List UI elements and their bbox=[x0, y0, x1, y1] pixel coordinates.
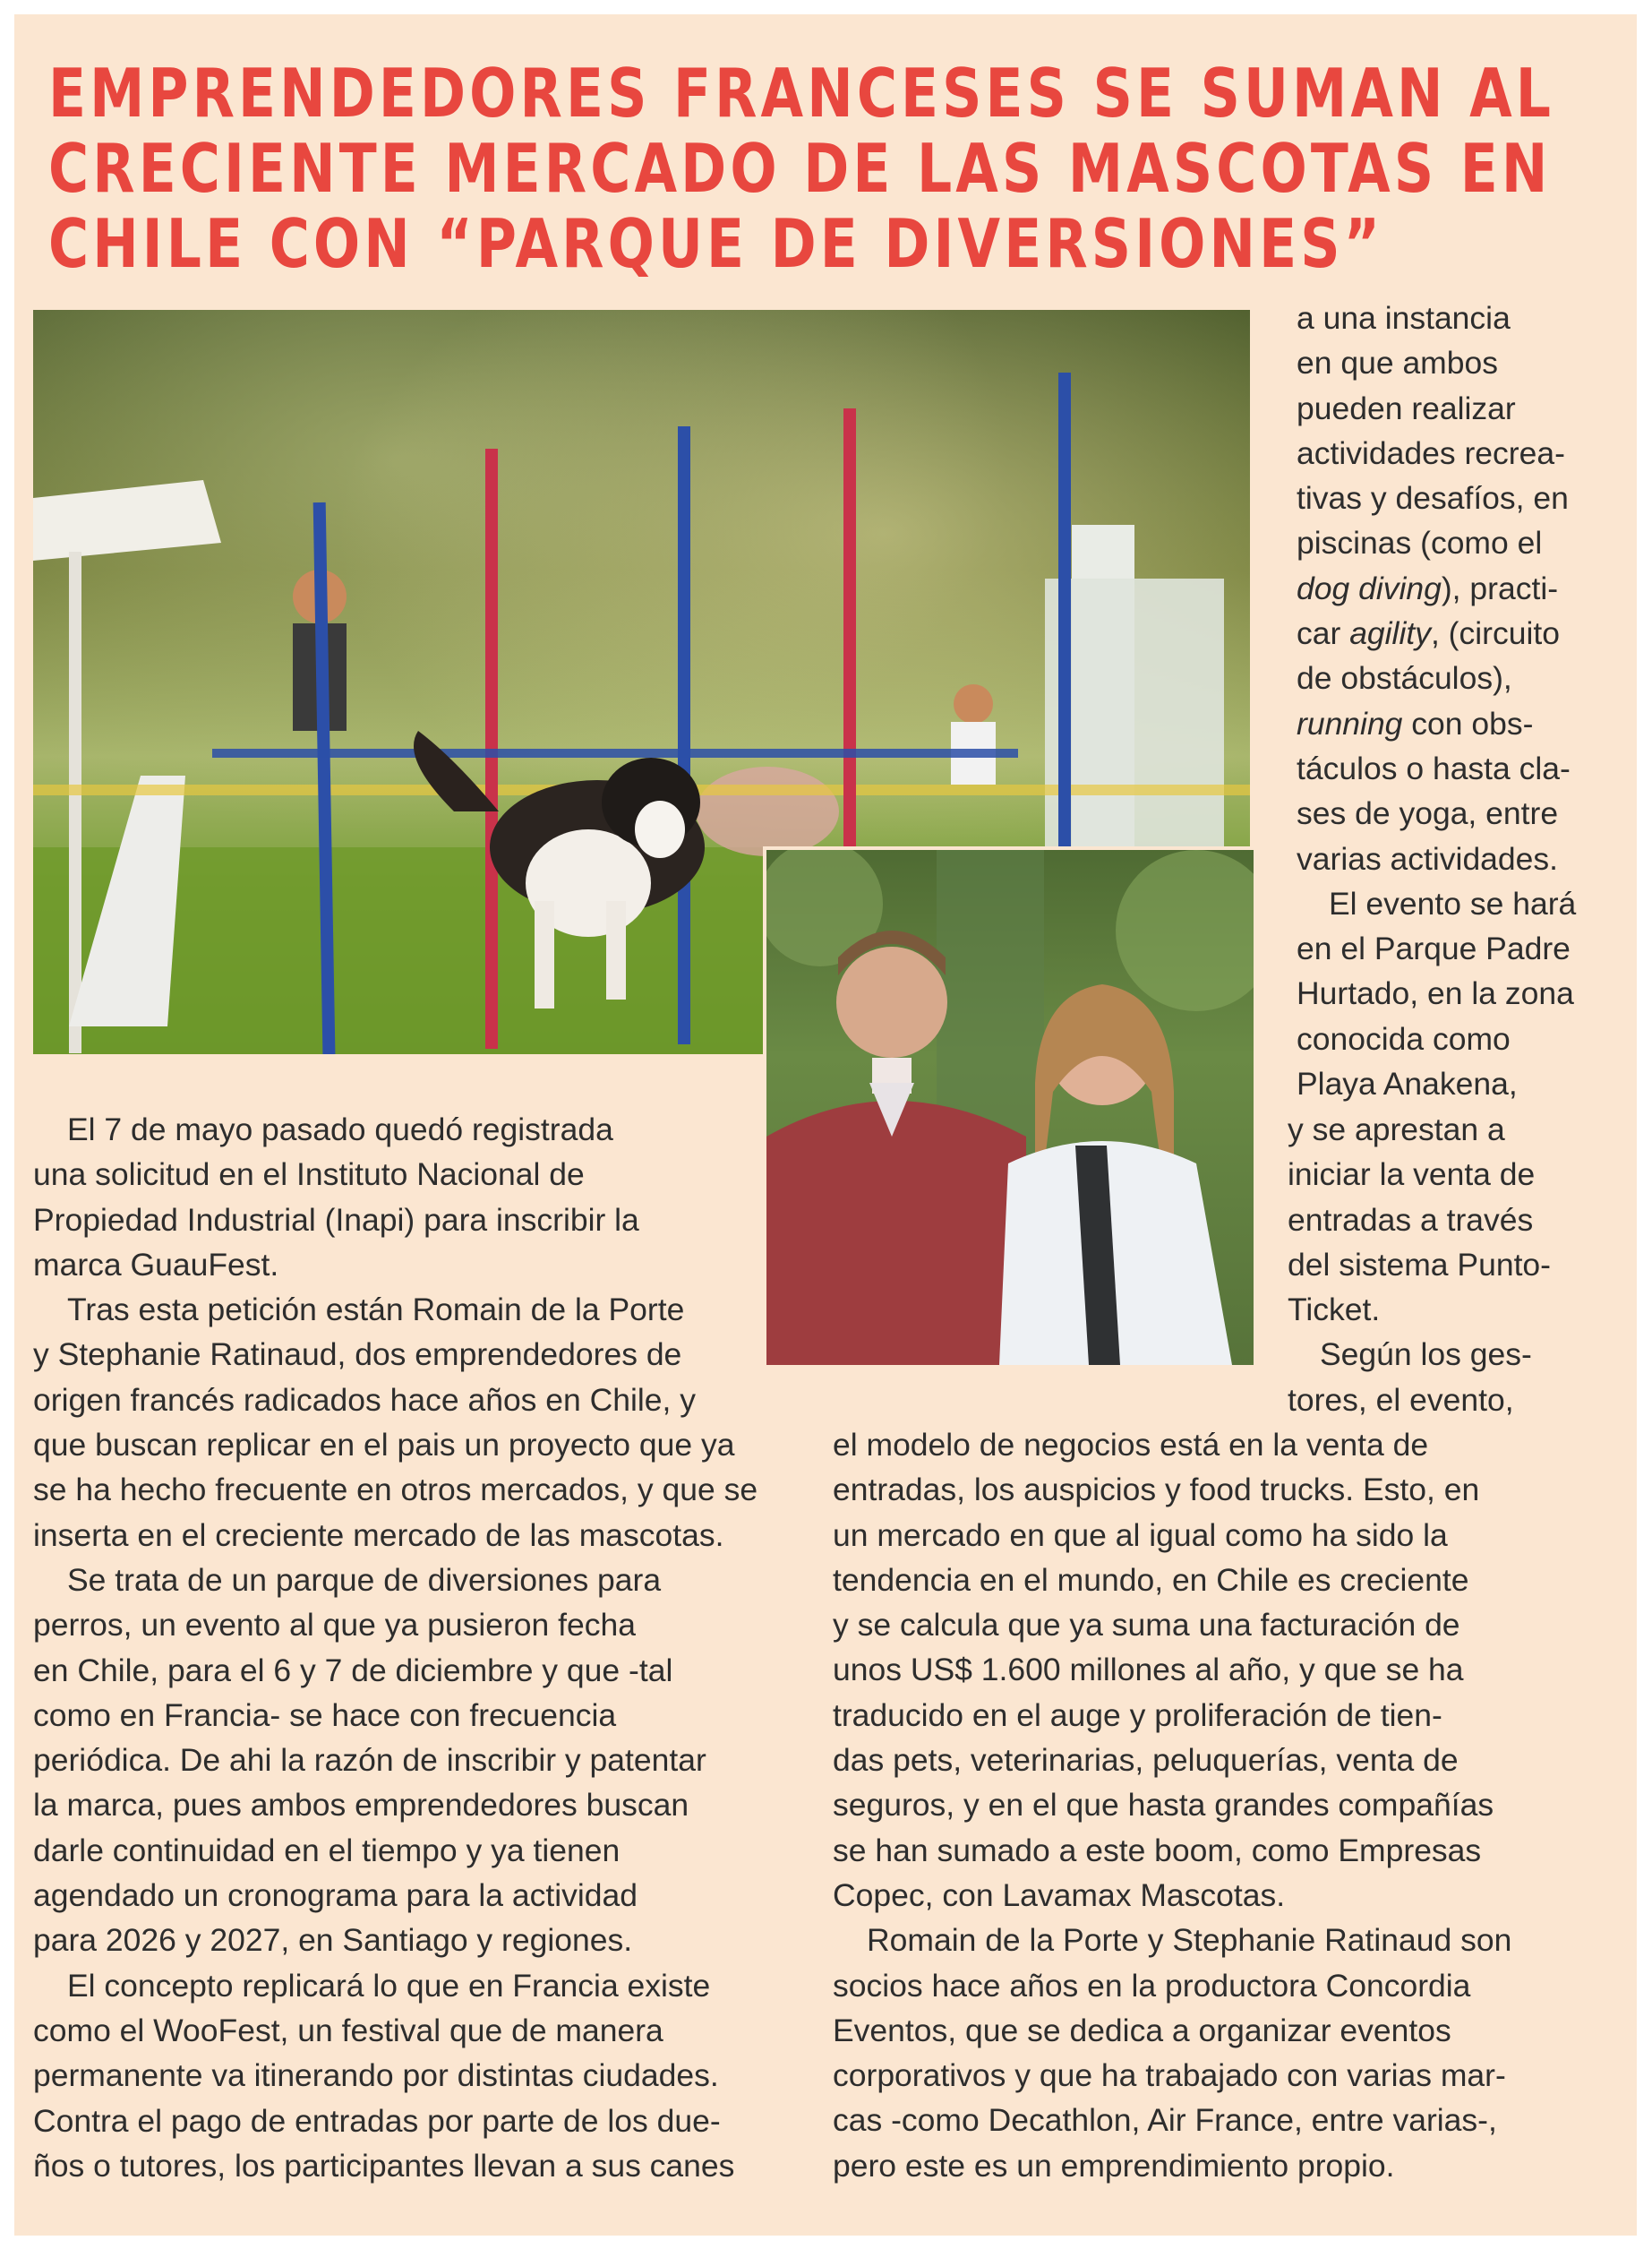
text-line: varias actividades. bbox=[1297, 840, 1559, 877]
text-line: y Stephanie Ratinaud, dos emprendedores de bbox=[33, 1336, 682, 1373]
text-line: permanente va itinerando por distintas ciudades. bbox=[33, 2057, 719, 2094]
column-left bbox=[33, 1107, 758, 2188]
text-line: Propiedad Industrial (Inapi) para inscribir la bbox=[33, 1201, 639, 1238]
text-line: Según los ges- bbox=[1320, 1336, 1532, 1373]
article-title bbox=[48, 56, 1590, 281]
column-right-lower bbox=[1288, 1107, 1551, 1422]
text-line: actividades recrea- bbox=[1297, 434, 1565, 471]
title-line: CRECIENTE MERCADO DE LAS MASCOTAS EN bbox=[48, 129, 1552, 208]
title-line: EMPRENDEDORES FRANCESES SE SUMAN AL bbox=[48, 54, 1555, 133]
text-line: Hurtado, en la zona bbox=[1297, 975, 1574, 1012]
text-line: Se trata de un parque de diversiones para bbox=[67, 1561, 662, 1598]
text-line: El concepto replicará lo que en Francia existe bbox=[67, 1967, 711, 2004]
text-line: traducido en el auge y proliferación de tien- bbox=[833, 1696, 1442, 1733]
text-line: car agility, (circuito bbox=[1297, 615, 1560, 652]
text-line: como en Francia- se hace con frecuencia bbox=[33, 1696, 617, 1733]
text-line: entradas a través bbox=[1288, 1201, 1534, 1238]
text-line: tivas y desafíos, en bbox=[1297, 480, 1569, 517]
text-line: tores, el evento, bbox=[1288, 1381, 1514, 1418]
text-line: El evento se hará bbox=[1329, 885, 1577, 922]
text-line: y se calcula que ya suma una facturación de bbox=[833, 1607, 1460, 1644]
text-line: conocida como bbox=[1297, 1020, 1511, 1057]
text-line: Contra el pago de entradas por parte de los due- bbox=[33, 2102, 721, 2139]
column-right-upper bbox=[1297, 296, 1576, 1106]
text-line: cas -como Decathlon, Air France, entre varias-, bbox=[833, 2102, 1497, 2139]
italic-term: running bbox=[1297, 705, 1403, 742]
text-line: running con obs- bbox=[1297, 705, 1534, 742]
text-line: y se aprestan a bbox=[1288, 1112, 1505, 1147]
text-line: que buscan replicar en el pais un proyecto que ya bbox=[33, 1427, 735, 1463]
text-line: como el WooFest, un festival que de manera bbox=[33, 2012, 663, 2048]
text-line: perros, un evento al que ya pusieron fecha bbox=[33, 1607, 636, 1644]
text-line: para 2026 y 2027, en Santiago y regiones. bbox=[33, 1922, 633, 1959]
text-line: piscinas (como el bbox=[1297, 525, 1543, 562]
text-line: El 7 de mayo pasado quedó registrada bbox=[67, 1112, 613, 1147]
text-line: la marca, pues ambos emprendedores buscan bbox=[33, 1787, 689, 1824]
text-line: Romain de la Porte y Stephanie Ratinaud son bbox=[867, 1922, 1512, 1959]
text-line: corporativos y que ha trabajado con varias mar- bbox=[833, 2057, 1506, 2094]
text-line: una solicitud en el Instituto Nacional de bbox=[33, 1156, 585, 1193]
column-bottom-right bbox=[833, 1422, 1511, 2188]
text-line: un mercado en que al igual como ha sido la bbox=[833, 1516, 1448, 1553]
text-line: pueden realizar bbox=[1297, 390, 1516, 426]
text-line: táculos o hasta cla- bbox=[1297, 750, 1571, 786]
text-line: Tras esta petición están Romain de la Porte bbox=[67, 1292, 685, 1328]
text-line: inserta en el creciente mercado de las mascotas. bbox=[33, 1516, 724, 1553]
text-line: socios hace años en la productora Concordia bbox=[833, 1967, 1471, 2004]
text-line: agendado un cronograma para la actividad bbox=[33, 1877, 638, 1914]
italic-term: agility bbox=[1349, 615, 1431, 652]
text-line: entradas, los auspicios y food trucks. Esto, en bbox=[833, 1472, 1480, 1508]
text-line: en que ambos bbox=[1297, 345, 1498, 382]
title-line: CHILE CON “PARQUE DE DIVERSIONES” bbox=[48, 204, 1384, 283]
text-line: iniciar la venta de bbox=[1288, 1156, 1536, 1193]
text-line: darle continuidad en el tiempo y ya tienen bbox=[33, 1832, 621, 1868]
text-line: Ticket. bbox=[1288, 1292, 1381, 1328]
text-line: ños o tutores, los participantes llevan a sus canes bbox=[33, 2147, 735, 2184]
text-line: se ha hecho frecuente en otros mercados, y que se bbox=[33, 1472, 758, 1508]
text-line: periódica. De ahi la razón de inscribir y patentar bbox=[33, 1742, 706, 1779]
italic-term: dog diving bbox=[1297, 570, 1442, 606]
text-line: unos US$ 1.600 millones al año, y que se ha bbox=[833, 1652, 1464, 1688]
text-line: en Chile, para el 6 y 7 de diciembre y que -tal bbox=[33, 1652, 673, 1688]
text-line: pero este es un emprendimiento propio. bbox=[833, 2147, 1395, 2184]
text-line: de obstáculos), bbox=[1297, 660, 1512, 697]
entrepreneurs-portrait-photo bbox=[763, 846, 1254, 1365]
text-line: origen francés radicados hace años en Chile, y bbox=[33, 1381, 697, 1418]
text-line: tendencia en el mundo, en Chile es creciente bbox=[833, 1561, 1469, 1598]
text-line: Playa Anakena, bbox=[1297, 1066, 1518, 1103]
text-line: Copec, con Lavamax Mascotas. bbox=[833, 1876, 1286, 1913]
text-line: del sistema Punto- bbox=[1288, 1246, 1552, 1283]
text-line: seguros, y en el que hasta grandes compañías bbox=[833, 1787, 1494, 1824]
text-line: Eventos, que se dedica a organizar eventos bbox=[833, 2012, 1451, 2048]
text-line: ses de yoga, entre bbox=[1297, 795, 1559, 832]
text-line: marca GuauFest. bbox=[33, 1246, 279, 1283]
text-line: das pets, veterinarias, peluquerías, venta de bbox=[833, 1742, 1459, 1779]
text-line: en el Parque Padre bbox=[1297, 931, 1571, 967]
text-line: se han sumado a este boom, como Empresas bbox=[833, 1832, 1482, 1868]
text-line: dog diving), practi- bbox=[1297, 570, 1559, 606]
text-line: a una instancia bbox=[1297, 300, 1511, 336]
text-line: el modelo de negocios está en la venta de bbox=[833, 1427, 1429, 1463]
